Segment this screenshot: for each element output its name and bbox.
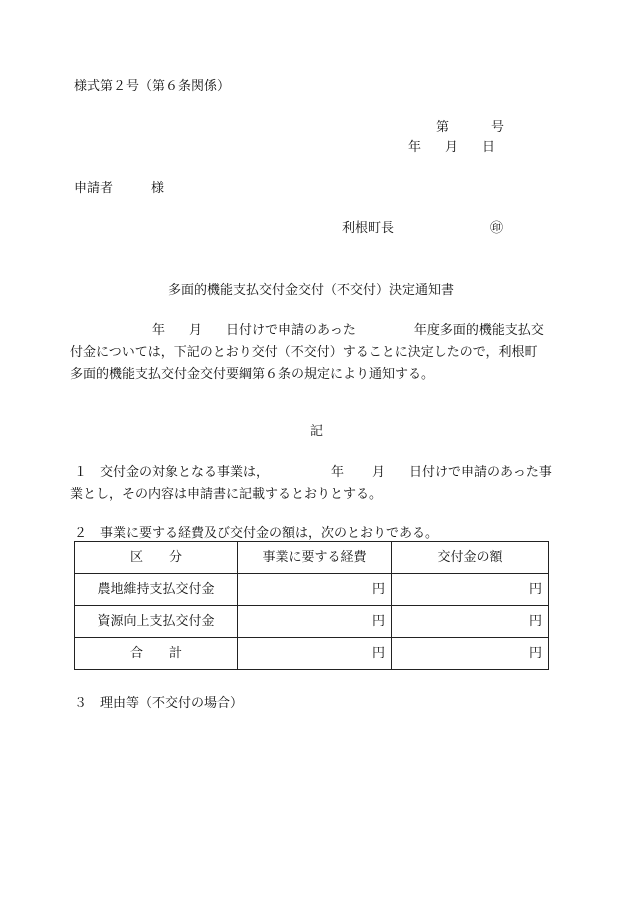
- row-label: 資源向上支払交付金: [75, 606, 238, 638]
- body-year: 年: [152, 323, 166, 338]
- date-line: [408, 141, 495, 154]
- cost-cell: 円: [238, 606, 392, 638]
- document-title: 多面的機能支払交付金交付（不交付）決定通知書: [168, 283, 455, 298]
- form-label: 様式第２号（第６条関係）: [74, 79, 231, 94]
- body-line-1: [152, 324, 544, 337]
- seal-mark: ㊞: [490, 221, 504, 236]
- honorific: 様: [151, 181, 165, 196]
- date-month: 月: [445, 140, 459, 155]
- body-line-2: 付金については，下記のとおり交付（不交付）することに決定したので，利根町: [70, 345, 538, 360]
- table-row: [75, 638, 549, 670]
- item3-heading: ３ 理由等（不交付の場合）: [74, 696, 244, 711]
- body-line-3: 多面的機能支払交付金交付要綱第６条の規定により通知する。: [70, 367, 435, 382]
- item1-line-2: 業とし，その内容は申請書に記載するとおりとする。: [70, 487, 383, 502]
- item1-tail: 日付けで申請のあった事: [409, 465, 552, 480]
- applicant-label: 申請者: [74, 181, 114, 196]
- cost-cell: 円: [238, 574, 392, 606]
- date-day: 日: [482, 140, 496, 155]
- cost-table: [74, 541, 549, 670]
- item2-heading: ２ 事業に要する経費及び交付金の額は，次のとおりである。: [74, 526, 439, 541]
- row-label: 農地維持支払交付金: [75, 574, 238, 606]
- grant-cell: 円: [392, 606, 549, 638]
- header-category: 区 分: [75, 542, 238, 574]
- header-grant: 交付金の額: [392, 542, 549, 574]
- ki-heading: 記: [310, 424, 324, 439]
- item1-line-1: [74, 466, 552, 479]
- issuer: [342, 222, 503, 235]
- item1-month: 月: [372, 465, 386, 480]
- header-cost: 事業に要する経費: [238, 542, 392, 574]
- grant-cell: 円: [392, 638, 549, 670]
- item1-head: １ 交付金の対象となる事業は，: [74, 465, 270, 480]
- table-row: [75, 606, 549, 638]
- grant-cell: 円: [392, 574, 549, 606]
- body-month: 月: [189, 323, 203, 338]
- document-number: [436, 121, 504, 134]
- item1-year: 年: [331, 465, 345, 480]
- table-row: [75, 574, 549, 606]
- body-mid: 日付けで申請のあった: [226, 323, 356, 338]
- issuer-name: 利根町長: [342, 221, 395, 236]
- cost-cell: 円: [238, 638, 392, 670]
- row-label: 合 計: [75, 638, 238, 670]
- body-end: 年度多面的機能支払交: [413, 323, 544, 338]
- number-dai: 第: [436, 120, 450, 135]
- date-year: 年: [408, 140, 422, 155]
- table-header-row: [75, 542, 549, 574]
- number-go: 号: [491, 120, 505, 135]
- addressee: [74, 182, 164, 195]
